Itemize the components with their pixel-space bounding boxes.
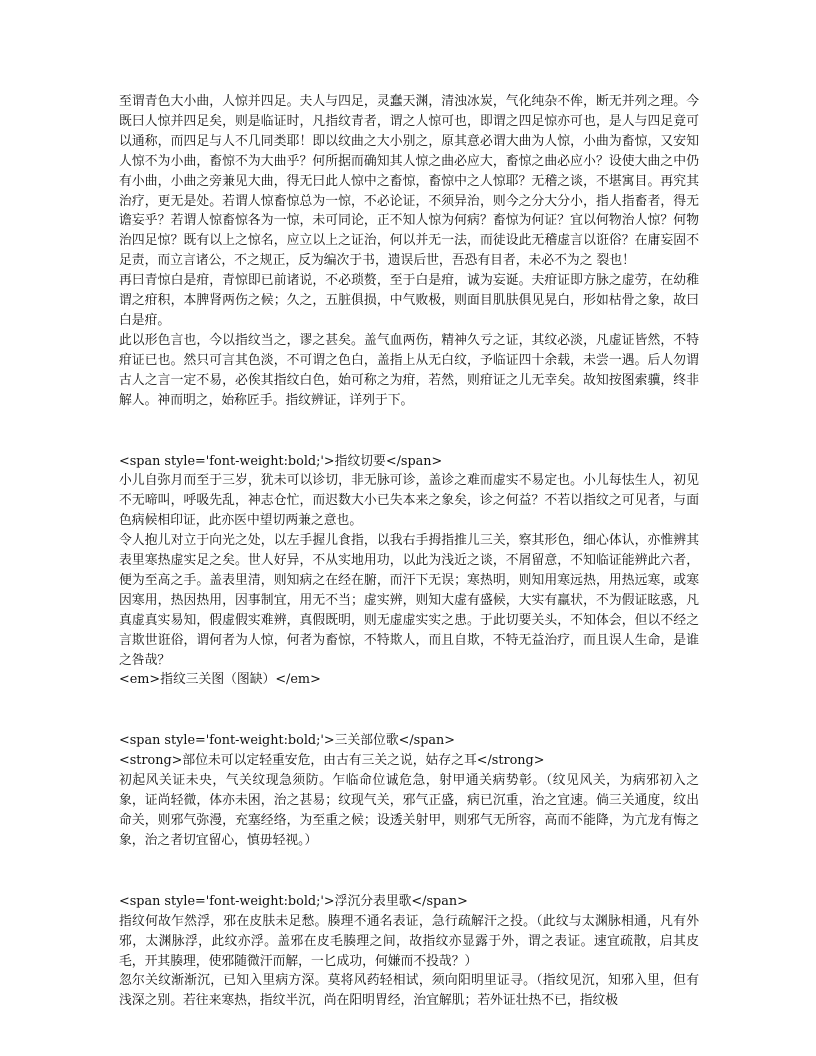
paragraph: 再曰青惊白是疳，青惊即已前诸说，不必琐赘，至于白是疳，诚为妄诞。夫疳证即方脉之虚劳，在幼稚谓之疳积，本脾肾两伤之候；久之，五脏俱损，中气败极，则面目肌肤俱见晃白，形如枯骨之象，故曰白是疳。 [119,273,699,328]
section-intro [119,92,699,411]
paragraph: 小儿自弥月而至于三岁，犹未可以诊切，非无脉可诊，盖诊之难而虚实不易定也。小儿每怯生人，初见不无啼叫，呼吸先乱，神志仓忙，而迟数大小已失本来之象矣，诊之何益？不若以指纹之可见者，与面色病候相印证，此亦医中望切两兼之意也。 [119,473,699,529]
paragraph: 初起风关证未央，气关纹现急须防。乍临命位诚危急，射甲通关病势彰。（纹见风关，为病邪初入之象，证尚轻微，体亦未困，治之甚易；纹现气关，邪气正盛，病已沉重，治之宜速。倘三关通度，纹出命关，则邪气弥漫，充塞经络，为至重之候；设透关射甲，则邪气无所容，高而不能降，为亢龙有悔之象，治之者切宜留心，慎毋轻视。） [119,773,699,848]
section-zhiwen-qieyao [119,452,699,691]
paragraph: 令人抱儿对立于向光之处，以左手握儿食指，以我右手拇指推儿三关，察其形色，细心体认，亦惟辨其表里寒热虚实足之矣。世人好异，不从实地用功，以此为浅近之谈，不屑留意，不知临证能辨此六者，便为至高之手。盖表里清，则知病之在经在腑，而汗下无误；寒热明，则知用寒远热，用热远寒，或寒因寒用，热因热用，因事制宜，用无不当；虚实辨，则知大虚有盛候，大实有羸状，不为假证眩惑，凡真虚真实易知，假虚假实难辨，真假既明，则无虚虚实实之患。于此切要关头，不知体会，但以不经之言欺世诳俗，谓何者为人惊，何者为畜惊，不特欺人，而且自欺，不特无益治疗，而且误人生命，是谁之咎哉？ [119,533,699,668]
document-page [119,92,699,1011]
paragraph: 至谓青色大小曲，人惊并四足。夫人与四足，灵蠢天渊，清浊冰炭，气化纯杂不侔，断无并列之理。今既曰人惊并四足矣，则是临证时，凡指纹青者，谓之人惊可也，即谓之四足惊亦可也，是人与四足竟可以通称，而四足与人不几同类耶！即以纹曲之大小别之，原其意必谓大曲为人惊，小曲为畜惊，又安知人惊不为小曲，畜惊不为大曲乎？何所据而确知其人惊之曲必应大，畜惊之曲必应小？设使大曲之中仍有小曲，小曲之旁兼见大曲，得无曰此人惊中之畜惊，畜惊中之人惊耶？无稽之谈，不堪寓目。再究其治疗，更无是处。若谓人惊畜惊总为一惊，不必论证，不须异治，则今之分大分小，指人指畜者，得无谵妄乎？若谓人惊畜惊各为一惊，未可同论，正不知人惊为何病？畜惊为何证？宜以何物治人惊？何物治四足惊？既有以上之惊名，应立以上之证治，何以并无一法，而徒设此无稽虚言以诳俗？在庸妄固不足责，而立言诸公，不之规正，反为编次于书，遗误后世，吾恐有目者，未必不为之 裂也！ [119,94,699,269]
section-heading: <span style='font-weight:bold;'>三关部位歌</span> [119,733,456,749]
paragraph: 忽尔关纹渐渐沉，已知入里病方深。莫将风药轻相试，须向阳明里证寻。（指纹见沉，知邪入里，但有浅深之别。若往来寒热，指纹半沉，尚在阳明胃经，治宜解肌；若外证壮热不已，指纹极 [119,973,699,1009]
section-sanguan-buwei [119,731,699,850]
section-fuchen-biaoli [119,892,699,1011]
subheading: <strong>部位未可以定轻重安危，由古有三关之说，姑存之耳</strong> [119,753,545,769]
section-heading: <span style='font-weight:bold;'>浮沉分表里歌</span> [119,893,468,909]
paragraph: 此以形色言也，今以指纹当之，谬之甚矣。盖气血两伤，精神久亏之证，其纹必淡，凡虚证皆然，不特疳证已也。然只可言其色淡，不可谓之色白，盖指上从无白纹，予临证四十余载，未尝一遇。后人勿谓古人之言一定不易，必俟其指纹白色，始可称之为疳，若然，则疳证之儿无幸矣。故知按图索骥，终非解人。神而明之，始称匠手。指纹辨证，详列于下。 [119,332,699,408]
section-heading: <span style='font-weight:bold;'>指纹切要</span> [119,453,443,469]
figure-caption: <em>指纹三关图（图缺）</em> [119,672,321,688]
paragraph: 指纹何故乍然浮，邪在皮肤未足愁。腠理不通名表证，急行疏解汗之投。（此纹与太渊脉相通，凡有外邪，太渊脉浮，此纹亦浮。盖邪在皮毛腠理之间，故指纹亦显露于外，谓之表证。速宜疏散，启其皮毛，开其腠理，使邪随微汗而解，一匕成功，何嫌而不投哉？） [119,913,699,969]
